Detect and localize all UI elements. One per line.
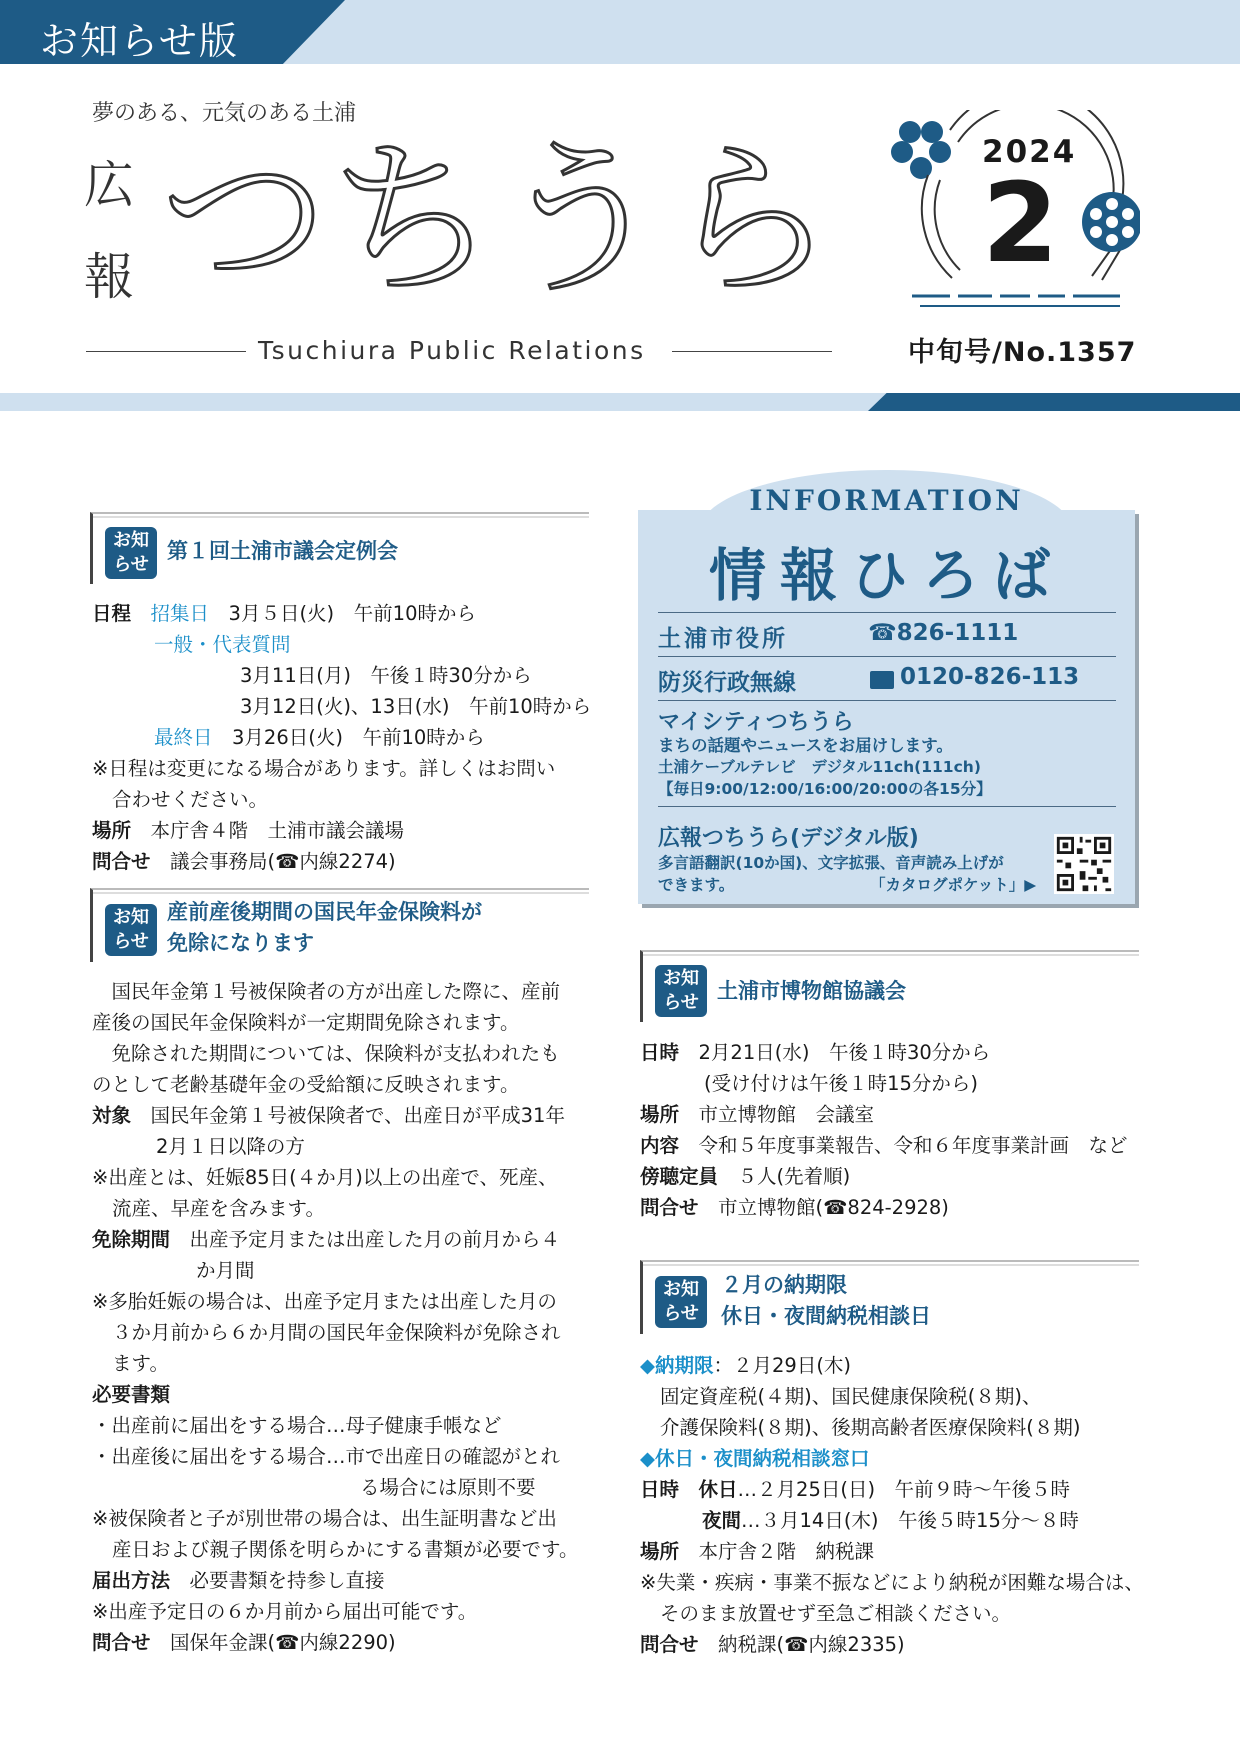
info-heading-en: INFORMATION: [749, 484, 1024, 517]
subtitle-rule-left: [86, 351, 246, 352]
text-line: 本庁舎２階 納税課: [679, 1540, 875, 1563]
digital-desc: 多言語翻訳(10か国)、文字拡張、音声読み上げが: [658, 854, 1004, 872]
text-line: 2月21日(水) 午後１時30分から: [679, 1041, 991, 1064]
slogan: 夢のある、元気のある土浦: [92, 101, 357, 126]
badge-line-1: お知: [663, 968, 699, 989]
label-convene: 招集日: [150, 602, 210, 625]
label-holiday: 休日: [679, 1478, 738, 1501]
badge-line-2: らせ: [663, 1303, 699, 1324]
info-heading-jp: 情報ひろば: [709, 543, 1064, 609]
text-line: 免除された期間については、保険料が支払われたも: [92, 1042, 560, 1065]
text-line: 3月５日(火) 午前10時から: [209, 602, 476, 625]
text-line: ※失業・疾病・事業不振などにより納税が困難な場合は、: [640, 1571, 1144, 1594]
text-line: のとして老齢基礎年金の受給額に反映されます。: [92, 1073, 520, 1096]
badge-line-1: お知: [113, 907, 149, 928]
free-dial-icon: [870, 671, 894, 689]
info-row-digital: [658, 806, 1116, 897]
label-consult-window: ◆休日・夜間納税相談窓口: [640, 1447, 870, 1470]
issue-month: 2: [982, 159, 1059, 287]
text-line: 本庁舎４階 土浦市議会議場: [131, 819, 405, 842]
text-line: か月間: [196, 1259, 255, 1282]
label-due-date: ◆納期限: [640, 1354, 714, 1377]
text-line: 3月26日(火) 午前10時から: [212, 726, 485, 749]
label-submission: 届出方法: [92, 1569, 171, 1592]
text-line: 固定資産税(４期)、国民健康保険税(８期)、: [660, 1385, 1042, 1408]
info-row-disaster-radio: [658, 656, 1116, 701]
text-line: 合わせください。: [112, 788, 269, 811]
mycity-label: マイシティつちうら: [658, 710, 854, 735]
info-row-city-hall: [658, 612, 1116, 657]
disaster-radio-label: 防災行政無線: [658, 670, 796, 696]
text-line: 3月12日(火)、13日(水) 午前10時から: [240, 695, 592, 718]
mycity-desc: まちの話題やニュースをお届けします。: [658, 736, 953, 755]
label-exemption-period: 免除期間: [92, 1228, 171, 1251]
text-line: 2月１日以降の方: [156, 1135, 305, 1158]
text-line: ※出産とは、妊娠85日(４か月)以上の出産で、死産、: [92, 1166, 558, 1189]
article-title: [167, 897, 482, 959]
text-line: 議会事務局(☎内線2274): [150, 850, 396, 873]
label-night: 夜間: [702, 1509, 742, 1532]
badge-line-2: らせ: [663, 992, 699, 1013]
label-contact: 問合せ: [640, 1196, 699, 1219]
label-capacity: 傍聴定員: [640, 1165, 719, 1188]
badge-line-1: お知: [663, 1279, 699, 1300]
subtitle-rule-right: [672, 351, 832, 352]
article-title: 土浦市博物館協議会: [717, 979, 906, 1003]
city-hall-label: 土浦市役所: [658, 626, 788, 652]
digital-desc-2: できます。: [658, 876, 735, 894]
flower-icon: [891, 121, 951, 179]
divider-band-accent: [868, 393, 1240, 411]
text-line: …３月14日(木) 午後５時15分～８時: [741, 1509, 1079, 1532]
issue-year: 2024: [982, 134, 1077, 170]
label-place: 場所: [640, 1103, 680, 1126]
text-line: ５人(先着順): [718, 1165, 851, 1188]
catalog-pocket-link[interactable]: 「カタログポケット」▶: [870, 876, 1037, 894]
text-line: 介護保険料(８期)、後期高齢者医療保険料(８期): [660, 1416, 1081, 1439]
label-datetime: 日時: [640, 1478, 680, 1501]
label-contact: 問合せ: [92, 850, 151, 873]
article-body-tax: [640, 1350, 1144, 1660]
text-line: る場合には原則不要: [360, 1476, 536, 1499]
article-title-line-1: 産前産後期間の国民年金保険料が: [167, 900, 482, 924]
text-line: ・出産前に届出をする場合…母子健康手帳など: [92, 1414, 502, 1437]
article-title-line-2: 免除になります: [167, 931, 314, 955]
text-line: ます。: [112, 1352, 169, 1375]
title-kanji-1: 広: [84, 156, 134, 214]
label-contact: 問合せ: [640, 1633, 699, 1656]
label-schedule: 日程: [92, 602, 132, 625]
notice-badge: [655, 965, 707, 1017]
text-line: 市立博物館(☎824-2928): [698, 1196, 949, 1219]
text-line: 出産予定月または出産した月の前月から４: [170, 1228, 561, 1251]
subtitle: Tsuchiura Public Relations: [258, 336, 646, 365]
article-header-tax: [640, 1260, 1139, 1334]
wave-lines: [912, 296, 1120, 306]
badge-line-2: らせ: [113, 931, 149, 952]
article-header-pension: [90, 888, 589, 962]
text-line: 3月11日(月) 午後１時30分から: [240, 664, 532, 687]
text-line: 令和５年度事業報告、令和６年度事業計画 など: [679, 1134, 1128, 1157]
text-line: ３か月前から６か月間の国民年金保険料が免除され: [112, 1321, 561, 1344]
text-line: 必要書類を持参し直接: [170, 1569, 385, 1592]
label-general-question: 一般・代表質問: [154, 633, 291, 656]
badge-line-1: お知: [113, 530, 149, 551]
label-datetime: 日時: [640, 1041, 680, 1064]
label-final-day: 最終日: [154, 726, 213, 749]
text-line: ・出産後に届出をする場合…市で出産日の確認がとれ: [92, 1445, 561, 1468]
text-line: …２月25日(日) 午前９時～午後５時: [737, 1478, 1071, 1501]
article-title-line-1: ２月の納期限: [721, 1273, 847, 1297]
mycity-channel: 土浦ケーブルテレビ デジタル11ch(111ch): [658, 758, 981, 776]
badge-line-2: らせ: [113, 554, 149, 575]
edition-label: お知らせ版: [40, 19, 239, 63]
mycity-times: 【毎日9:00/12:00/16:00/20:00の各15分】: [658, 780, 992, 798]
digital-label: 広報つちうら(デジタル版): [658, 826, 919, 851]
notice-badge: [105, 904, 157, 956]
text-line: ※多胎妊娠の場合は、出産予定月または出産した月の: [92, 1290, 557, 1313]
article-body-museum: [640, 1037, 1140, 1223]
info-row-mycity: [658, 700, 1116, 807]
text-line: 産日および親子関係を明らかにする書類が必要です。: [112, 1538, 579, 1561]
qr-code-icon[interactable]: [1054, 834, 1114, 894]
text-line: ※被保険者と子が別世帯の場合は、出生証明書など出: [92, 1507, 557, 1530]
article-title: [721, 1270, 931, 1332]
text-line: ※日程は変更になる場合があります。詳しくはお問い: [92, 757, 556, 780]
notice-badge: [105, 527, 157, 579]
label-place: 場所: [92, 819, 132, 842]
text-line: (受け付けは午後１時15分から): [704, 1072, 979, 1095]
text-line: 国民年金第１号被保険者の方が出産した際に、産前: [92, 980, 561, 1003]
text-line: 納税課(☎内線2335): [698, 1633, 905, 1656]
title-kanji-2: 報: [84, 248, 134, 306]
article-title: 第１回土浦市議会定例会: [167, 539, 398, 563]
masthead-title-text: つちうら: [160, 122, 835, 318]
text-line: 流産、早産を含みます。: [112, 1197, 325, 1220]
issue-number: 中旬号/No.1357: [908, 337, 1137, 368]
disaster-radio-number: 0120-826-113: [900, 664, 1080, 690]
text-line: ※出産予定日の６か月前から届出可能です。: [92, 1600, 478, 1623]
lotus-root-icon: [1082, 192, 1140, 252]
text-line: そのまま放置せず至急ご相談ください。: [660, 1602, 1012, 1625]
label-required-docs: 必要書類: [92, 1383, 171, 1406]
label-contact: 問合せ: [92, 1631, 151, 1654]
text-line: 市立博物館 会議室: [679, 1103, 875, 1126]
article-body-pension: [92, 976, 592, 1658]
text-line: 産後の国民年金保険料が一定期間免除されます。: [92, 1011, 520, 1034]
text-line: 国民年金第１号被保険者で、出産日が平成31年: [131, 1104, 565, 1127]
city-hall-phone: ☎826-1111: [868, 620, 1019, 646]
label-place: 場所: [640, 1540, 680, 1563]
article-header-museum: [640, 950, 1139, 1022]
article-title-line-2: 休日・夜間納税相談日: [721, 1304, 931, 1328]
text-line: 国保年金課(☎内線2290): [150, 1631, 396, 1654]
masthead-title: [160, 118, 840, 318]
article-header-council: [90, 512, 589, 584]
text-line: ：２月29日(木): [713, 1354, 852, 1377]
article-body-council: [92, 598, 592, 877]
notice-badge: [655, 1276, 707, 1328]
label-content: 内容: [640, 1134, 680, 1157]
label-target: 対象: [92, 1104, 132, 1127]
